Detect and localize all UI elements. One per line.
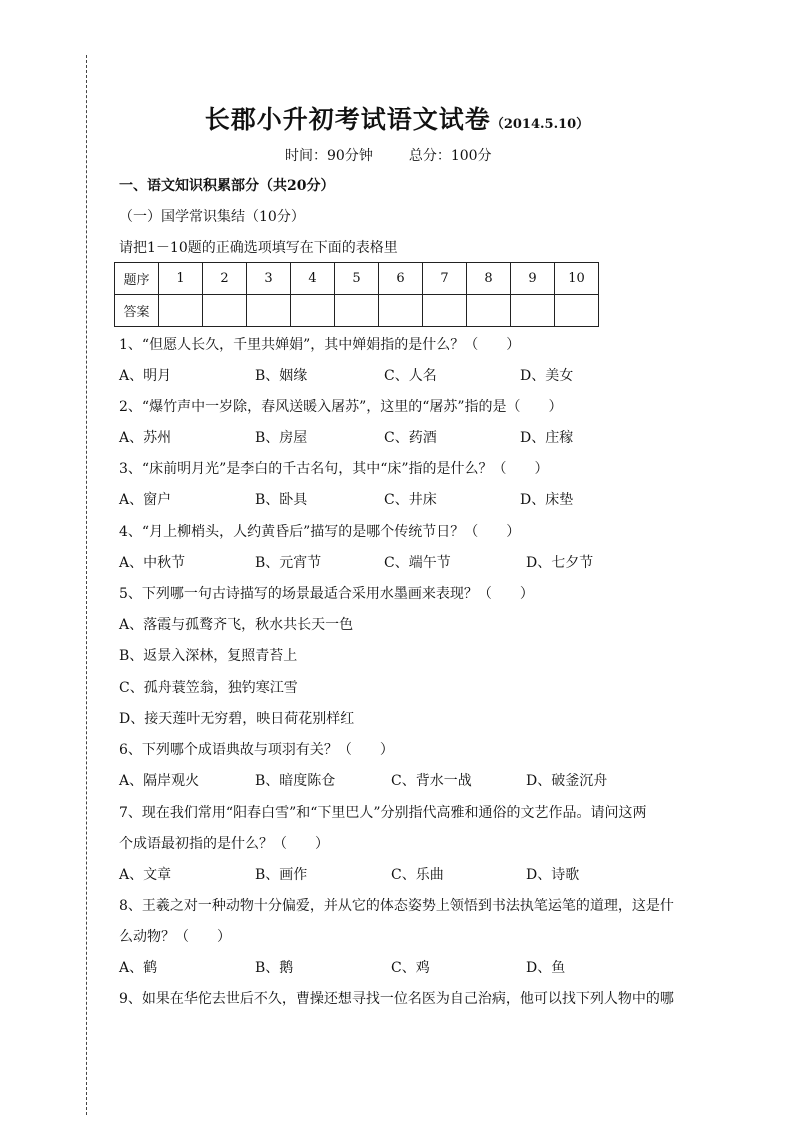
exam-meta [285, 145, 492, 165]
option-b: B、鹅 [255, 960, 294, 976]
option-a: A、隔岸观火 [119, 773, 200, 789]
option-a: A、苏州 [119, 430, 172, 446]
question-stem: 6、下列哪个成语典故与项羽有关？（ ） [119, 742, 394, 758]
option-d: D、七夕节 [526, 555, 594, 571]
table-number-cell: 10 [555, 263, 599, 295]
question-stem: 4、“月上柳梢头，人约黄昏后”描写的是哪个传统节日？（ ） [119, 524, 521, 540]
option-c: C、井床 [384, 492, 437, 508]
option-b: B、姻缘 [255, 368, 308, 384]
exam-title-row [0, 100, 794, 136]
table-row-numbers [115, 263, 599, 295]
table-number-cell: 6 [379, 263, 423, 295]
answer-cell[interactable] [203, 295, 247, 327]
table-number-cell: 8 [467, 263, 511, 295]
option-a: A、中秋节 [119, 555, 186, 571]
table-number-cell: 7 [423, 263, 467, 295]
option-a: A、窗户 [119, 492, 172, 508]
exam-date: （2014.5.10） [490, 117, 590, 132]
option-b: B、暗度陈仓 [255, 773, 336, 789]
option-c: C、背水一战 [391, 773, 472, 789]
table-number-cell: 5 [335, 263, 379, 295]
exam-title: 长郡小升初考试语文试卷 [204, 105, 491, 134]
option-d: D、鱼 [526, 960, 566, 976]
option-d: D、庄稼 [520, 430, 574, 446]
option-d: D、美女 [520, 368, 574, 384]
option-d: D、诗歌 [526, 867, 580, 883]
option-c: C、鸡 [391, 960, 430, 976]
question-stem: 3、“床前明月光”是李白的千古名句，其中“床”指的是什么？（ ） [119, 461, 549, 477]
table-number-cell: 2 [203, 263, 247, 295]
question-stem: 1、“但愿人长久，千里共婵娟”，其中婵娟指的是什么？（ ） [119, 337, 521, 353]
option-c: C、乐曲 [391, 867, 444, 883]
table-number-cell: 9 [511, 263, 555, 295]
table-number-cell: 1 [159, 263, 203, 295]
answer-cell[interactable] [247, 295, 291, 327]
binding-dashed-line [86, 55, 87, 1115]
option-c: C、人名 [384, 368, 437, 384]
option-a: A、鹤 [119, 960, 158, 976]
table-row-answers [115, 295, 599, 327]
answer-cell[interactable] [467, 295, 511, 327]
answer-cell[interactable] [291, 295, 335, 327]
option-a: A、明月 [119, 368, 172, 384]
total-score: 总分：100分 [408, 148, 492, 164]
section-heading: 一、语文知识积累部分（共20分） [119, 178, 335, 194]
answer-cell[interactable] [335, 295, 379, 327]
table-header-cell: 题序 [115, 263, 159, 295]
option-b: B、元宵节 [255, 555, 322, 571]
option-d: D、床垫 [520, 492, 574, 508]
option-c: C、孤舟蓑笠翁，独钓寒江雪 [119, 680, 298, 696]
option-b: B、返景入深林，复照青苔上 [119, 648, 298, 664]
question-stem: 7、现在我们常用“阳春白雪”和“下里巴人”分别指代高雅和通俗的文艺作品。请问这两 [119, 805, 647, 821]
table-number-cell: 3 [247, 263, 291, 295]
option-c: C、端午节 [384, 555, 451, 571]
time-limit: 时间：90分钟 [285, 148, 373, 164]
answer-cell[interactable] [379, 295, 423, 327]
option-d: D、破釜沉舟 [526, 773, 608, 789]
answer-cell[interactable] [159, 295, 203, 327]
option-b: B、画作 [255, 867, 308, 883]
table-header-cell: 答案 [115, 295, 159, 327]
instruction-text: 请把1－10题的正确选项填写在下面的表格里 [119, 240, 398, 256]
question-stem-cont: 个成语最初指的是什么？（ ） [119, 836, 329, 852]
answer-table [114, 262, 599, 327]
answer-cell[interactable] [555, 295, 599, 327]
answer-cell[interactable] [423, 295, 467, 327]
subsection-heading: （一）国学常识集结（10分） [119, 209, 305, 225]
option-c: C、药酒 [384, 430, 437, 446]
question-stem: 8、王羲之对一种动物十分偏爱，并从它的体态姿势上领悟到书法执笔运笔的道理，这是什 [119, 898, 674, 914]
option-a: A、落霞与孤鹜齐飞，秋水共长天一色 [119, 617, 354, 633]
answer-cell[interactable] [511, 295, 555, 327]
question-stem: 2、“爆竹声中一岁除，春风送暖入屠苏”，这里的“屠苏”指的是（ ） [119, 399, 563, 415]
table-number-cell: 4 [291, 263, 335, 295]
option-b: B、卧具 [255, 492, 308, 508]
option-b: B、房屋 [255, 430, 308, 446]
question-stem-cont: 么动物？（ ） [119, 929, 231, 945]
option-d: D、接天莲叶无穷碧，映日荷花别样红 [119, 711, 355, 727]
question-stem: 5、下列哪一句古诗描写的场景最适合采用水墨画来表现？（ ） [119, 586, 534, 602]
option-a: A、文章 [119, 867, 172, 883]
question-stem: 9、如果在华佗去世后不久，曹操还想寻找一位名医为自己治病，他可以找下列人物中的哪 [119, 991, 674, 1007]
